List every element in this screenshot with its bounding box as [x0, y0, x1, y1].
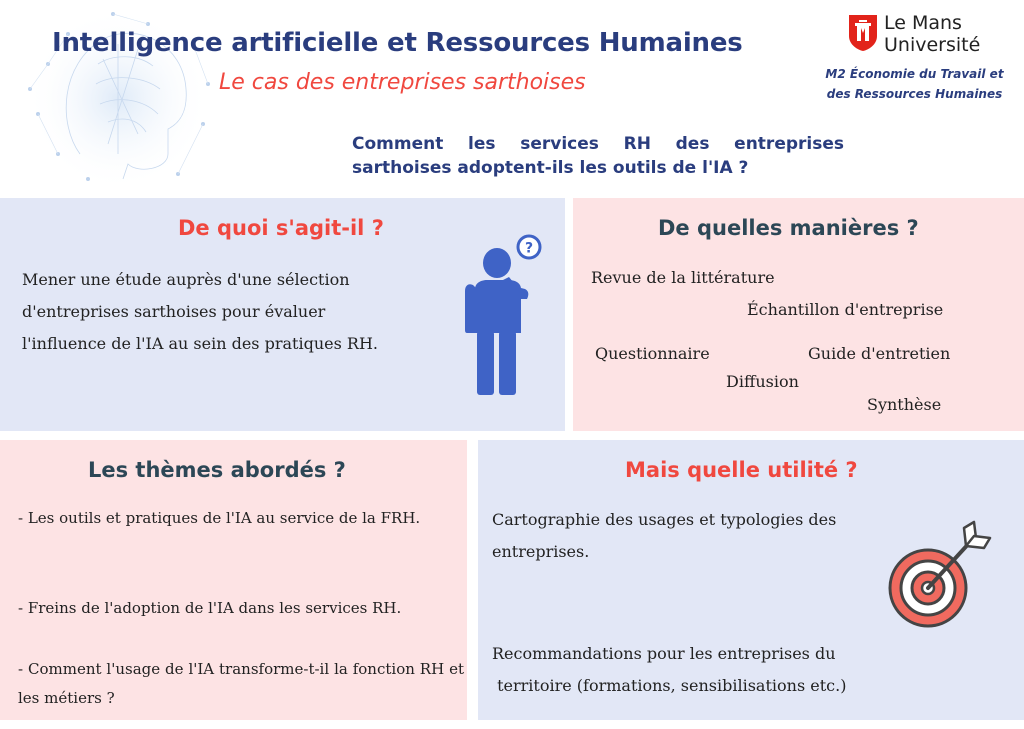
panel-what-title: De quoi s'agit-il ?	[178, 216, 384, 240]
panel-how-title: De quelles manières ?	[658, 216, 919, 240]
program-name-line1: M2 Économie du Travail et	[825, 67, 1004, 81]
panel-what-text: Mener une étude auprès d'une sélection d'entreprises sarthoises pour évaluer l'influence de l'IA au sein des pratiques RH.	[22, 270, 378, 353]
method-diffusion: Diffusion	[726, 372, 799, 391]
theme-item: - Comment l'usage de l'IA transforme-t-il la fonction RH et les métiers ?	[18, 660, 464, 707]
page-subtitle: Le cas des entreprises sarthoises	[219, 70, 586, 95]
method-questionnaire: Questionnaire	[595, 344, 710, 363]
method-synthesis: Synthèse	[867, 395, 942, 414]
program-name-line2: des Ressources Humaines	[826, 87, 1003, 101]
utility-point-recommendations: Recommandations pour les entreprises du territoire (formations, sensibilisations etc.)	[492, 644, 847, 695]
theme-item: - Freins de l'adoption de l'IA dans les services RH.	[18, 599, 402, 617]
utility-point-mapping: Cartographie des usages et typologies des entreprises.	[492, 510, 837, 561]
theme-item: - Les outils et pratiques de l'IA au service de la FRH.	[18, 509, 421, 527]
target-arrow-icon	[880, 520, 995, 630]
method-literature-review: Revue de la littérature	[591, 268, 775, 287]
university-name-line1: Le Mans	[884, 12, 962, 34]
research-question	[352, 132, 844, 180]
panel-themes-title: Les thèmes abordés ?	[88, 458, 346, 482]
page-title: Intelligence artificielle et Ressources Humaines	[52, 28, 743, 58]
panel-how	[573, 198, 1024, 431]
svg-text:?: ?	[524, 240, 534, 257]
method-interview-guide: Guide d'entretien	[808, 344, 951, 363]
research-question-line1: Comment les services RH des entreprises	[352, 134, 844, 154]
panel-utility-title: Mais quelle utilité ?	[625, 458, 858, 482]
university-shield-icon	[848, 14, 878, 52]
university-name-line2: Université	[884, 34, 981, 56]
research-question-line2: sarthoises adoptent-ils les outils de l'IA ?	[352, 158, 749, 178]
thinking-person-icon	[459, 233, 549, 399]
panel-themes	[0, 440, 467, 720]
method-company-sample: Échantillon d'entreprise	[747, 300, 944, 319]
